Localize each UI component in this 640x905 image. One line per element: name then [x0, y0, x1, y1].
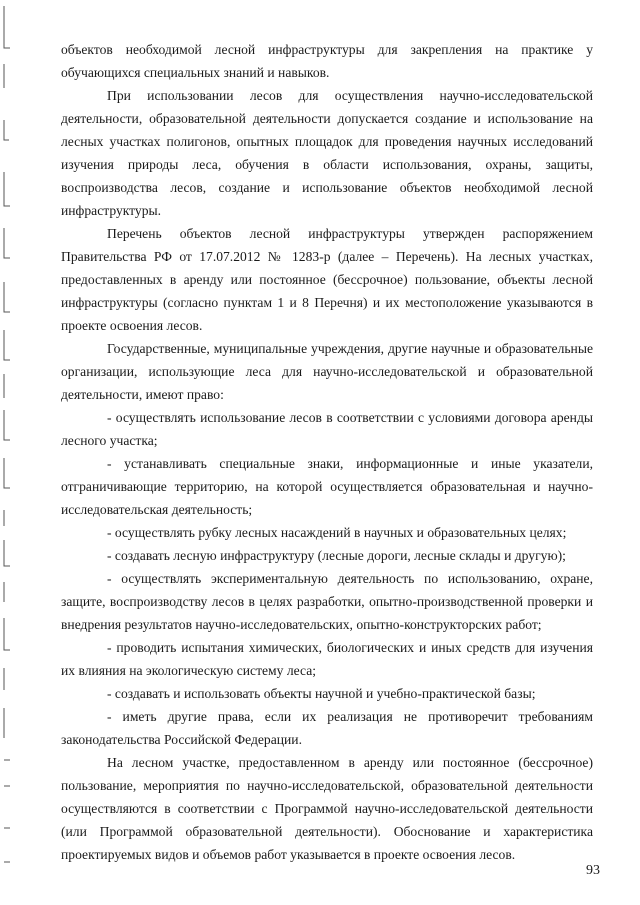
list-item: - осуществлять использование лесов в соответствии с условиями договора аренды лесного участка; — [61, 410, 593, 448]
list-item: - создавать лесную инфраструктуру (лесные дороги, лесные склады и другую); — [107, 548, 566, 563]
list-item: - проводить испытания химических, биологических и иных средств для изучения их влияния на экологическую систему леса; — [61, 640, 593, 678]
list-item: - устанавливать специальные знаки, информационные и иные указатели, отграничивающие территорию, на которой осуществляется образовательная и научно-исследовательская деятельность; — [61, 456, 593, 517]
list-item: - осуществлять рубку лесных насаждений в научных и образовательных целях; — [107, 525, 567, 540]
scan-margin-marks — [0, 0, 14, 905]
paragraph: Перечень объектов лесной инфраструктуры утвержден распоряжением Правительства РФ от 17.07.2012 № 1283-р (далее – Перечень). На лесных участках, предоставленных в аренду или постоянное (бессрочное) пользование, объекты лесной инфраструктуры (согласно пунктам 1 и 8 Перечня) и их местоположение указываются в проекте освоения лесов. — [61, 226, 593, 333]
paragraph: объектов необходимой лесной инфраструктуры для закрепления на практике у обучающихся специальных знаний и навыков. — [61, 42, 593, 80]
page-number: 93 — [586, 863, 600, 878]
paragraph: Государственные, муниципальные учреждения, другие научные и образовательные организации, использующие леса для научно-исследовательской и образовательной деятельности, имеют право: — [61, 341, 593, 402]
list-item: - создавать и использовать объекты научной и учебно-практической базы; — [107, 686, 536, 701]
paragraph: При использовании лесов для осуществления научно-исследовательской деятельности, образовательной деятельности допускается создание и использование на лесных участках полигонов, опытных площадок для проведения научных исследований изучения природы леса, обучения в области использования, охраны, защиты, воспроизводства лесов, создание и использование объектов необходимой лесной инфраструктуры. — [61, 88, 593, 218]
page-body-text — [61, 38, 593, 866]
list-item: - иметь другие права, если их реализация не противоречит требованиям законодательства Российской Федерации. — [61, 709, 593, 747]
paragraph: На лесном участке, предоставленном в аренду или постоянное (бессрочное) пользование, мероприятия по научно-исследовательской, образовательной деятельности осуществляются в соответствии с Программой научно-исследовательской деятельности (или Программой образовательной деятельности). Обоснование и характеристика проектируемых видов и объемов работ указывается в проекте освоения лесов. — [61, 755, 593, 862]
list-item: - осуществлять экспериментальную деятельность по использованию, охране, защите, воспроизводству лесов в целях разработки, опытно-производственной проверки и внедрения результатов научно-исследовательских, опытно-конструкторских работ; — [61, 571, 593, 632]
